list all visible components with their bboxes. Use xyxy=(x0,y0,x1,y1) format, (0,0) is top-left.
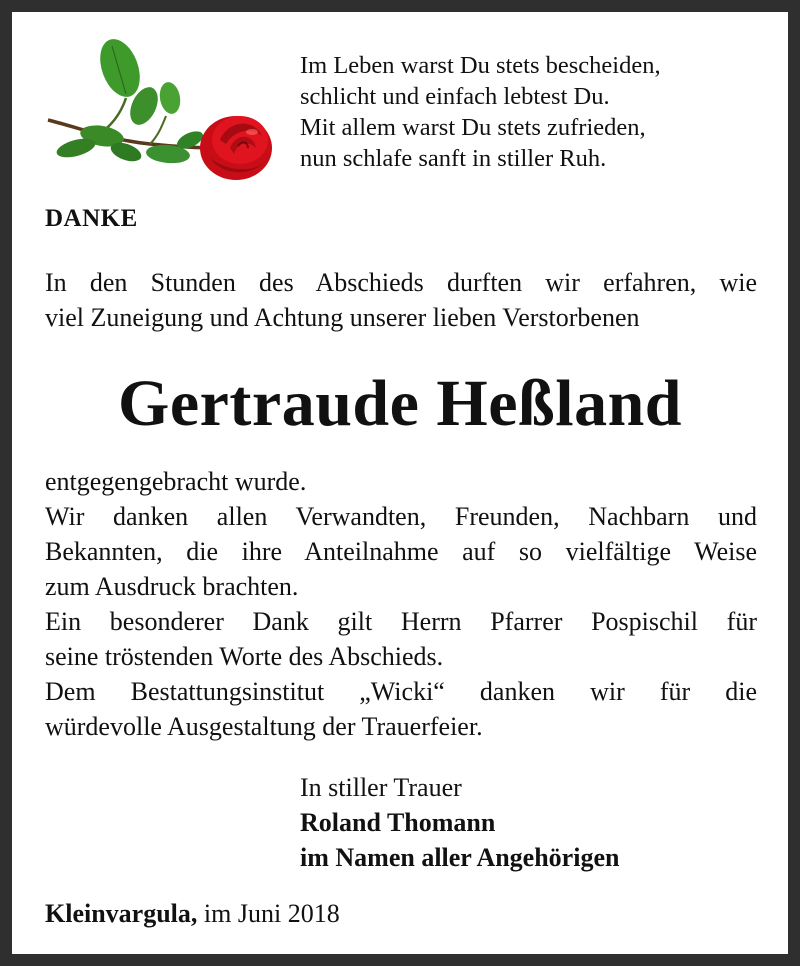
intro-line: viel Zuneigung und Achtung unserer lieben Verstorbenen xyxy=(45,303,640,332)
heading-danke: DANKE xyxy=(45,205,138,232)
place: Kleinvargula, xyxy=(45,899,198,928)
poem-line: Mit allem warst Du stets zufrieden, xyxy=(300,114,646,141)
place-date xyxy=(45,899,340,929)
signature-intro: In stiller Trauer xyxy=(300,773,462,802)
body-line: seine tröstenden Worte des Abschieds. xyxy=(45,642,444,671)
signature-on-behalf: im Namen aller Angehörigen xyxy=(300,843,620,872)
body-line: Bekannten, die ihre Anteilnahme auf so vielfältige Weise xyxy=(45,537,757,566)
signature-block xyxy=(300,770,619,875)
body-line: Dem Bestattungsinstitut „Wicki“ danken wir für die xyxy=(45,677,757,706)
body-paragraph xyxy=(45,464,757,744)
body-line: Wir danken allen Verwandten, Freunden, Nachbarn und xyxy=(45,502,757,531)
intro-paragraph xyxy=(45,265,757,335)
signature-name: Roland Thomann xyxy=(300,808,496,837)
body-line: zum Ausdruck brachten. xyxy=(45,572,299,601)
poem xyxy=(300,50,661,174)
poem-line: nun schlafe sanft in stiller Ruh. xyxy=(300,145,607,172)
red-rose-icon xyxy=(40,36,276,186)
body-line: entgegengebracht wurde. xyxy=(45,467,307,496)
poem-line: Im Leben warst Du stets bescheiden, xyxy=(300,52,661,79)
deceased-name: Gertraude Heßland xyxy=(118,367,682,440)
body-line: würdevolle Ausgestaltung der Trauerfeier. xyxy=(45,712,483,741)
intro-line: In den Stunden des Abschieds durften wir erfahren, wie xyxy=(45,268,757,297)
poem-line: schlicht und einfach lebtest Du. xyxy=(300,83,610,110)
date: im Juni 2018 xyxy=(203,899,340,928)
body-line: Ein besonderer Dank gilt Herrn Pfarrer Pospischil für xyxy=(45,607,757,636)
